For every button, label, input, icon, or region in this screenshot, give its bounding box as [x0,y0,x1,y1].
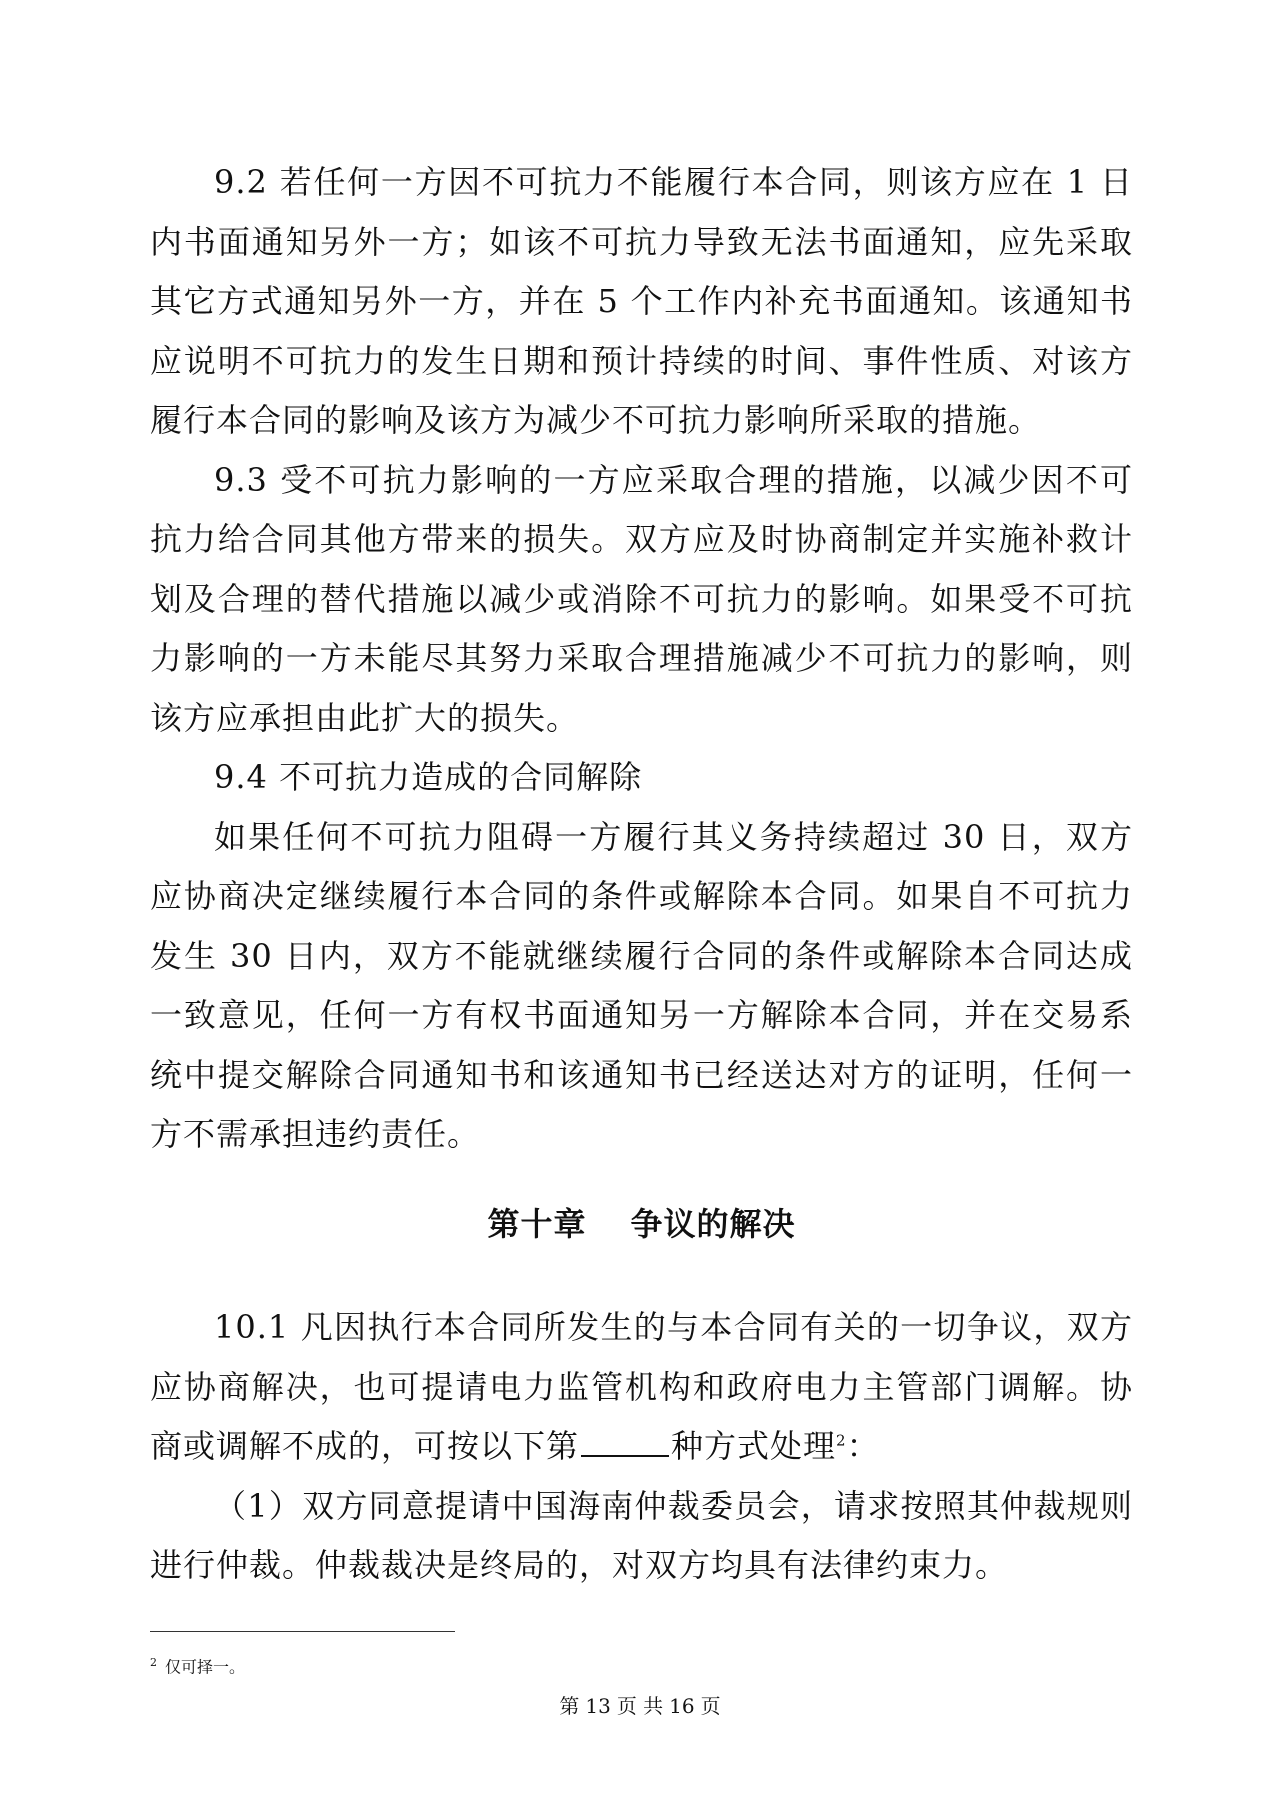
paragraph-9-4-body: 如果任何不可抗力阻碍一方履行其义务持续超过 30 日，双方应协商决定继续履行本合同的条件或解除本合同。如果自不可抗力发生 30 日内，双方不能就继续履行合同的条件或解除本合同达成一致意见，任何一方有权书面通知另一方解除本合同，并在交易系统中提交解除合同通知书和该通知书已经送达对方的证明，任何一方不需承担违约责任。 [150,817,1133,1153]
footnote-text: 仅可择一。 [165,1657,246,1677]
paragraph-9-3: 9.3 受不可抗力影响的一方应采取合理的措施，以减少因不可抗力给合同其他方带来的损失。双方应及时协商制定并实施补救计划及合理的替代措施以减少或消除不可抗力的影响。如果受不可抗力影响的一方未能尽其努力采取合理措施减少不可抗力的影响，则该方应承担由此扩大的损失。 [150,460,1133,737]
footnote [150,1652,245,1678]
heading-9-4: 9.4 不可抗力造成的合同解除 [214,758,643,796]
paragraph-9-2: 9.2 若任何一方因不可抗力不能履行本合同，则该方应在 1 日内书面通知另外一方；如该不可抗力导致无法书面通知，应先采取其它方式通知另外一方，并在 5 个工作内补充书面通知。该通知书应说明不可抗力的发生日期和预计持续的时间、事件性质、对该方履行本合同的影响及该方为减少不可抗力影响所采取的措施。 [150,163,1133,439]
page-number-footer: 第 13 页 共 16 页 [559,1694,721,1718]
choice-blank-field[interactable] [581,1423,669,1457]
footnote-separator [150,1631,455,1632]
paragraph-10-1-option-1: （1）双方同意提请中国海南仲裁委员会，请求按照其仲裁规则进行仲裁。仲裁裁决是终局的，对双方均具有法律约束力。 [150,1486,1133,1584]
chapter-10-title [150,1200,1133,1248]
footnote-number: 2 [150,1656,157,1669]
current-page: 13 [585,1694,611,1718]
chapter-10-body [150,1298,1133,1596]
chapter-name: 争议的解决 [630,1205,796,1243]
footnote-reference[interactable]: 2 [836,1431,847,1450]
paragraph-10-1: 10.1 凡因执行本合同所发生的与本合同有关的一切争议，双方应协商解决，也可提请电力监管机构和政府电力主管部门调解。协商或调解不成的，可按以下第 种方式处理$^2$： [150,1308,1133,1465]
chapter-number: 第十章 [487,1205,587,1243]
chapter-9-body [150,153,1133,1165]
total-pages: 16 [669,1694,695,1718]
